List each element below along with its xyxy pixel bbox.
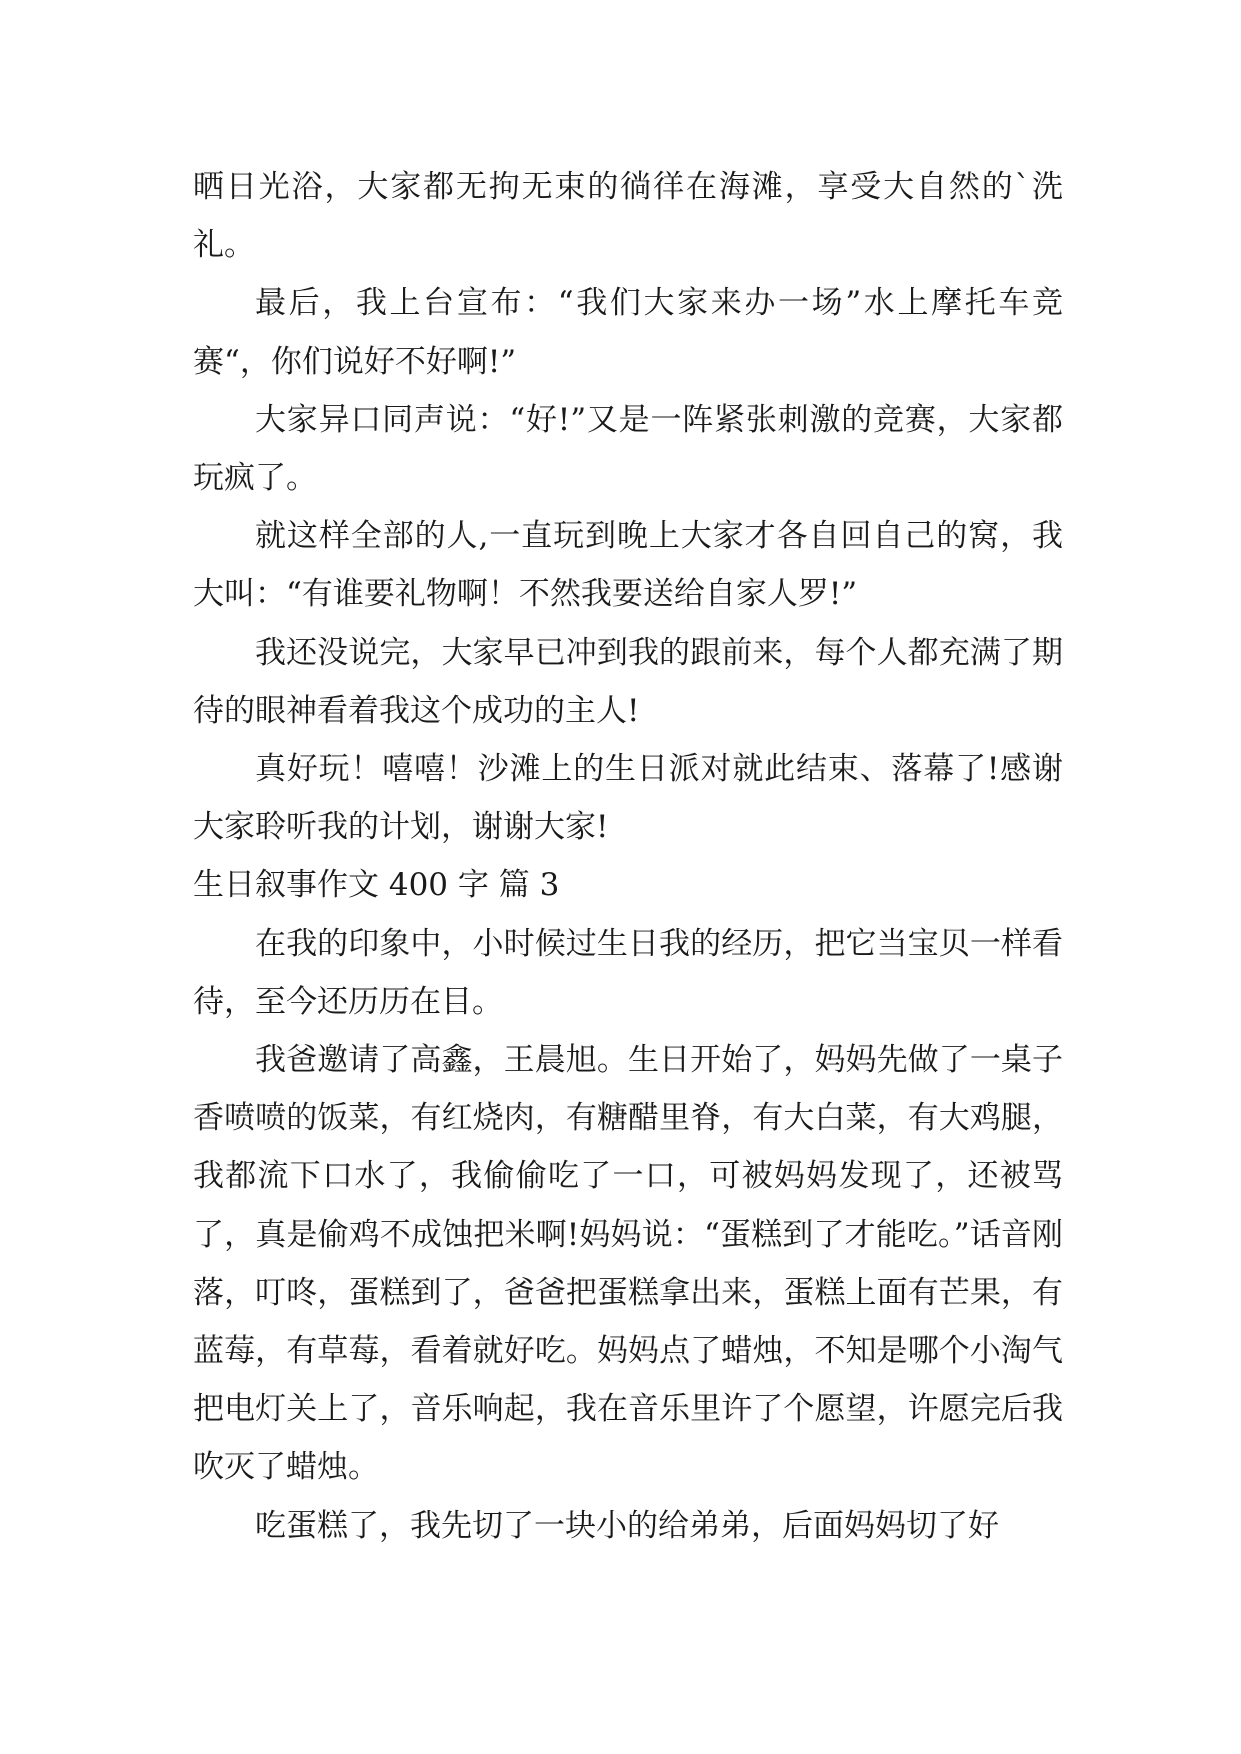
document-body xyxy=(193,158,1063,1555)
paragraph: 就这样全部的人,一直玩到晚上大家才各自回自己的窝，我大叫：“有谁要礼物啊！不然我要送给自家人罗!” xyxy=(193,518,1063,613)
paragraph: 大家异口同声说：“好!”又是一阵紧张刺激的竞赛，大家都玩疯了。 xyxy=(193,401,1063,497)
paragraph: 吃蛋糕了，我先切了一块小的给弟弟，后面妈妈切了好 xyxy=(255,1507,999,1544)
paragraph: 晒日光浴，大家都无拘无束的徜徉在海滩，享受大自然的`洗礼。 xyxy=(193,169,1063,264)
paragraph: 真好玩！嘻嘻！沙滩上的生日派对就此结束、落幕了!感谢大家聆听我的计划，谢谢大家! xyxy=(193,751,1063,846)
paragraph: 我还没说完，大家早已冲到我的跟前来，每个人都充满了期待的眼神看着我这个成功的主人! xyxy=(193,634,1063,729)
paragraph: 最后，我上台宣布：“我们大家来办一场”水上摩托车竞赛“，你们说好不好啊!” xyxy=(193,285,1063,380)
paragraph: 我爸邀请了高鑫，王晨旭。生日开始了，妈妈先做了一桌子香喷喷的饭菜，有红烧肉，有糖醋里脊，有大白菜，有大鸡腿，我都流下口水了，我偷偷吃了一口，可被妈妈发现了，还被骂了，真是偷鸡不成蚀把米啊!妈妈说：“蛋糕到了才能吃。”话音刚落，叮咚，蛋糕到了，爸爸把蛋糕拿出来，蛋糕上面有芒果，有蓝莓，有草莓，看着就好吃。妈妈点了蜡烛，不知是哪个小淘气把电灯关上了，音乐响起，我在音乐里许了个愿望，许愿完后我吹灭了蜡烛。 xyxy=(193,1042,1063,1486)
section-heading: 生日叙事作文 400 字 篇 3 xyxy=(193,867,560,904)
paragraph: 在我的印象中，小时候过生日我的经历，把它当宝贝一样看待，至今还历历在目。 xyxy=(193,925,1063,1020)
